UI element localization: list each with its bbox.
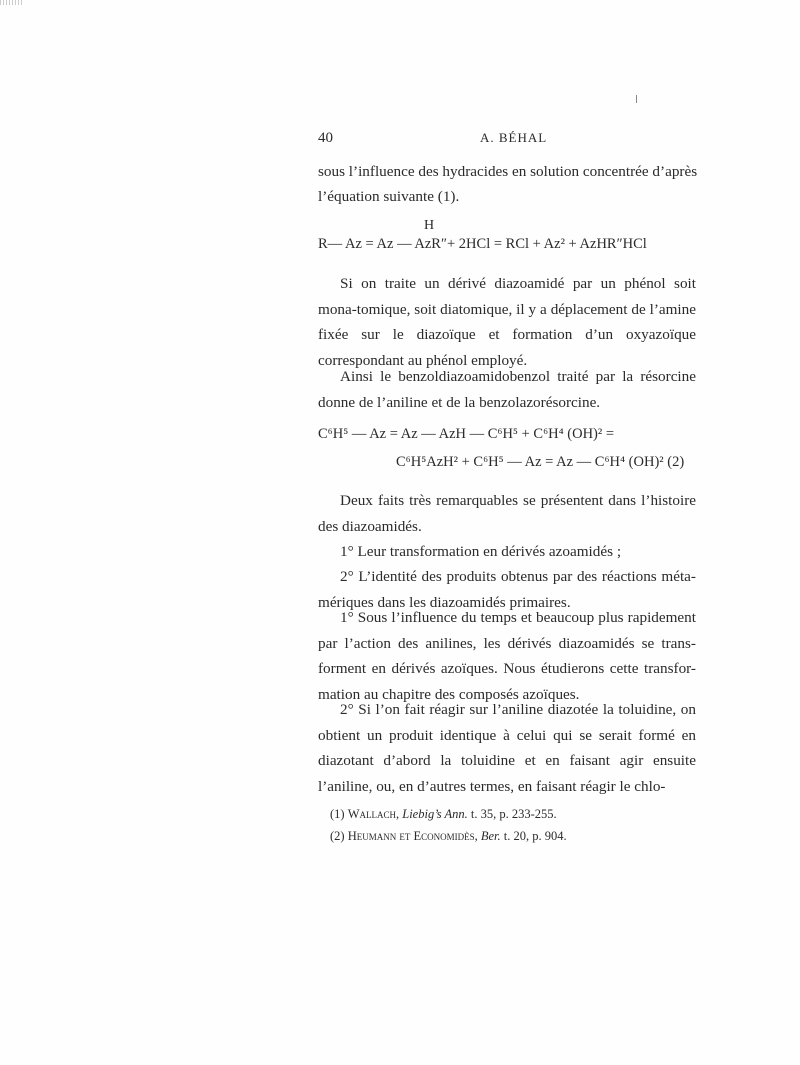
paragraph-5: 1° Leur transformation en dérivés azoamidés ; [340,543,622,560]
equation-2-line-2: C⁶H⁵AzH² + C⁶H⁵ — Az = Az — C⁶H⁴ (OH)² (2) [396,454,685,470]
footnotes [330,803,690,847]
footnote-2-journal: Ber. [480,829,501,843]
footnote-1 [330,803,690,825]
footnote-2-author: Heumann et Economidès, [347,829,478,843]
equation-1: R— Az = Az — AzR″+ 2HCl = RCl + Az² + AzHR″HCl [318,236,647,252]
paragraph-4: Deux faits très remarquables se présentent dans l’histoire des diazoamidés. [318,492,696,535]
equation-2-line-1: C⁶H⁵ — Az = Az — AzH — C⁶H⁵ + C⁶H⁴ (OH)² = [318,426,615,442]
footnote-2-reference: t. 20, p. 904. [503,829,567,843]
paragraph-1-line-2: l’équation suivante (1). [318,188,460,205]
paragraph-1-line-1: sous l’influence des hydracides en solution concentrée d’après [318,163,698,180]
equation-1-superscript-h: H [424,218,435,233]
footnote-2 [330,825,690,847]
footnote-1-number: (1) [330,807,345,821]
paragraph-8: 2° Si l’on fait réagir sur l’aniline diazotée la toluidine, on obtient un produit identique à celui qui se serait formé en diazotant d’abord la toluidine et en faisant agir ensuite l’aniline, ou, en d’autres termes, en faisant réagir le chlo- [318,701,696,795]
scan-edge-mark [0,0,22,5]
paragraph-3: Ainsi le benzoldiazoamidobenzol traité par la résorcine donne de l’aniline et de la benzolazorésorcine. [318,368,696,411]
paragraph-2: Si on traite un dérivé diazoamidé par un phénol soit mona-tomique, soit diatomique, il y a déplacement de l’amine fixée sur le diazoïque et formation d’un oxyazoïque correspondant au phénol employé. [318,275,696,369]
page-header [318,130,696,150]
paragraph-7: 1° Sous l’influence du temps et beaucoup plus rapidement par l’action des anilines, les dérivés diazoamidés se trans-forment en dérivés azoïques. Nous étudierons cette transfor-mation au chapitre des composés azoïques. [318,609,696,703]
page-number: 40 [318,130,333,146]
scan-tick-mark [636,95,637,103]
footnote-1-reference: t. 35, p. 233-255. [470,807,557,821]
footnote-2-number: (2) [330,829,345,843]
paragraph-6: 2° L’identité des produits obtenus par des réactions méta-mériques dans les diazoamidés primaires. [318,568,696,611]
footnote-1-journal: Liebig’s Ann. [402,807,468,821]
running-head: A. BÉHAL [480,130,548,145]
footnote-1-author: Wallach, [347,807,400,821]
